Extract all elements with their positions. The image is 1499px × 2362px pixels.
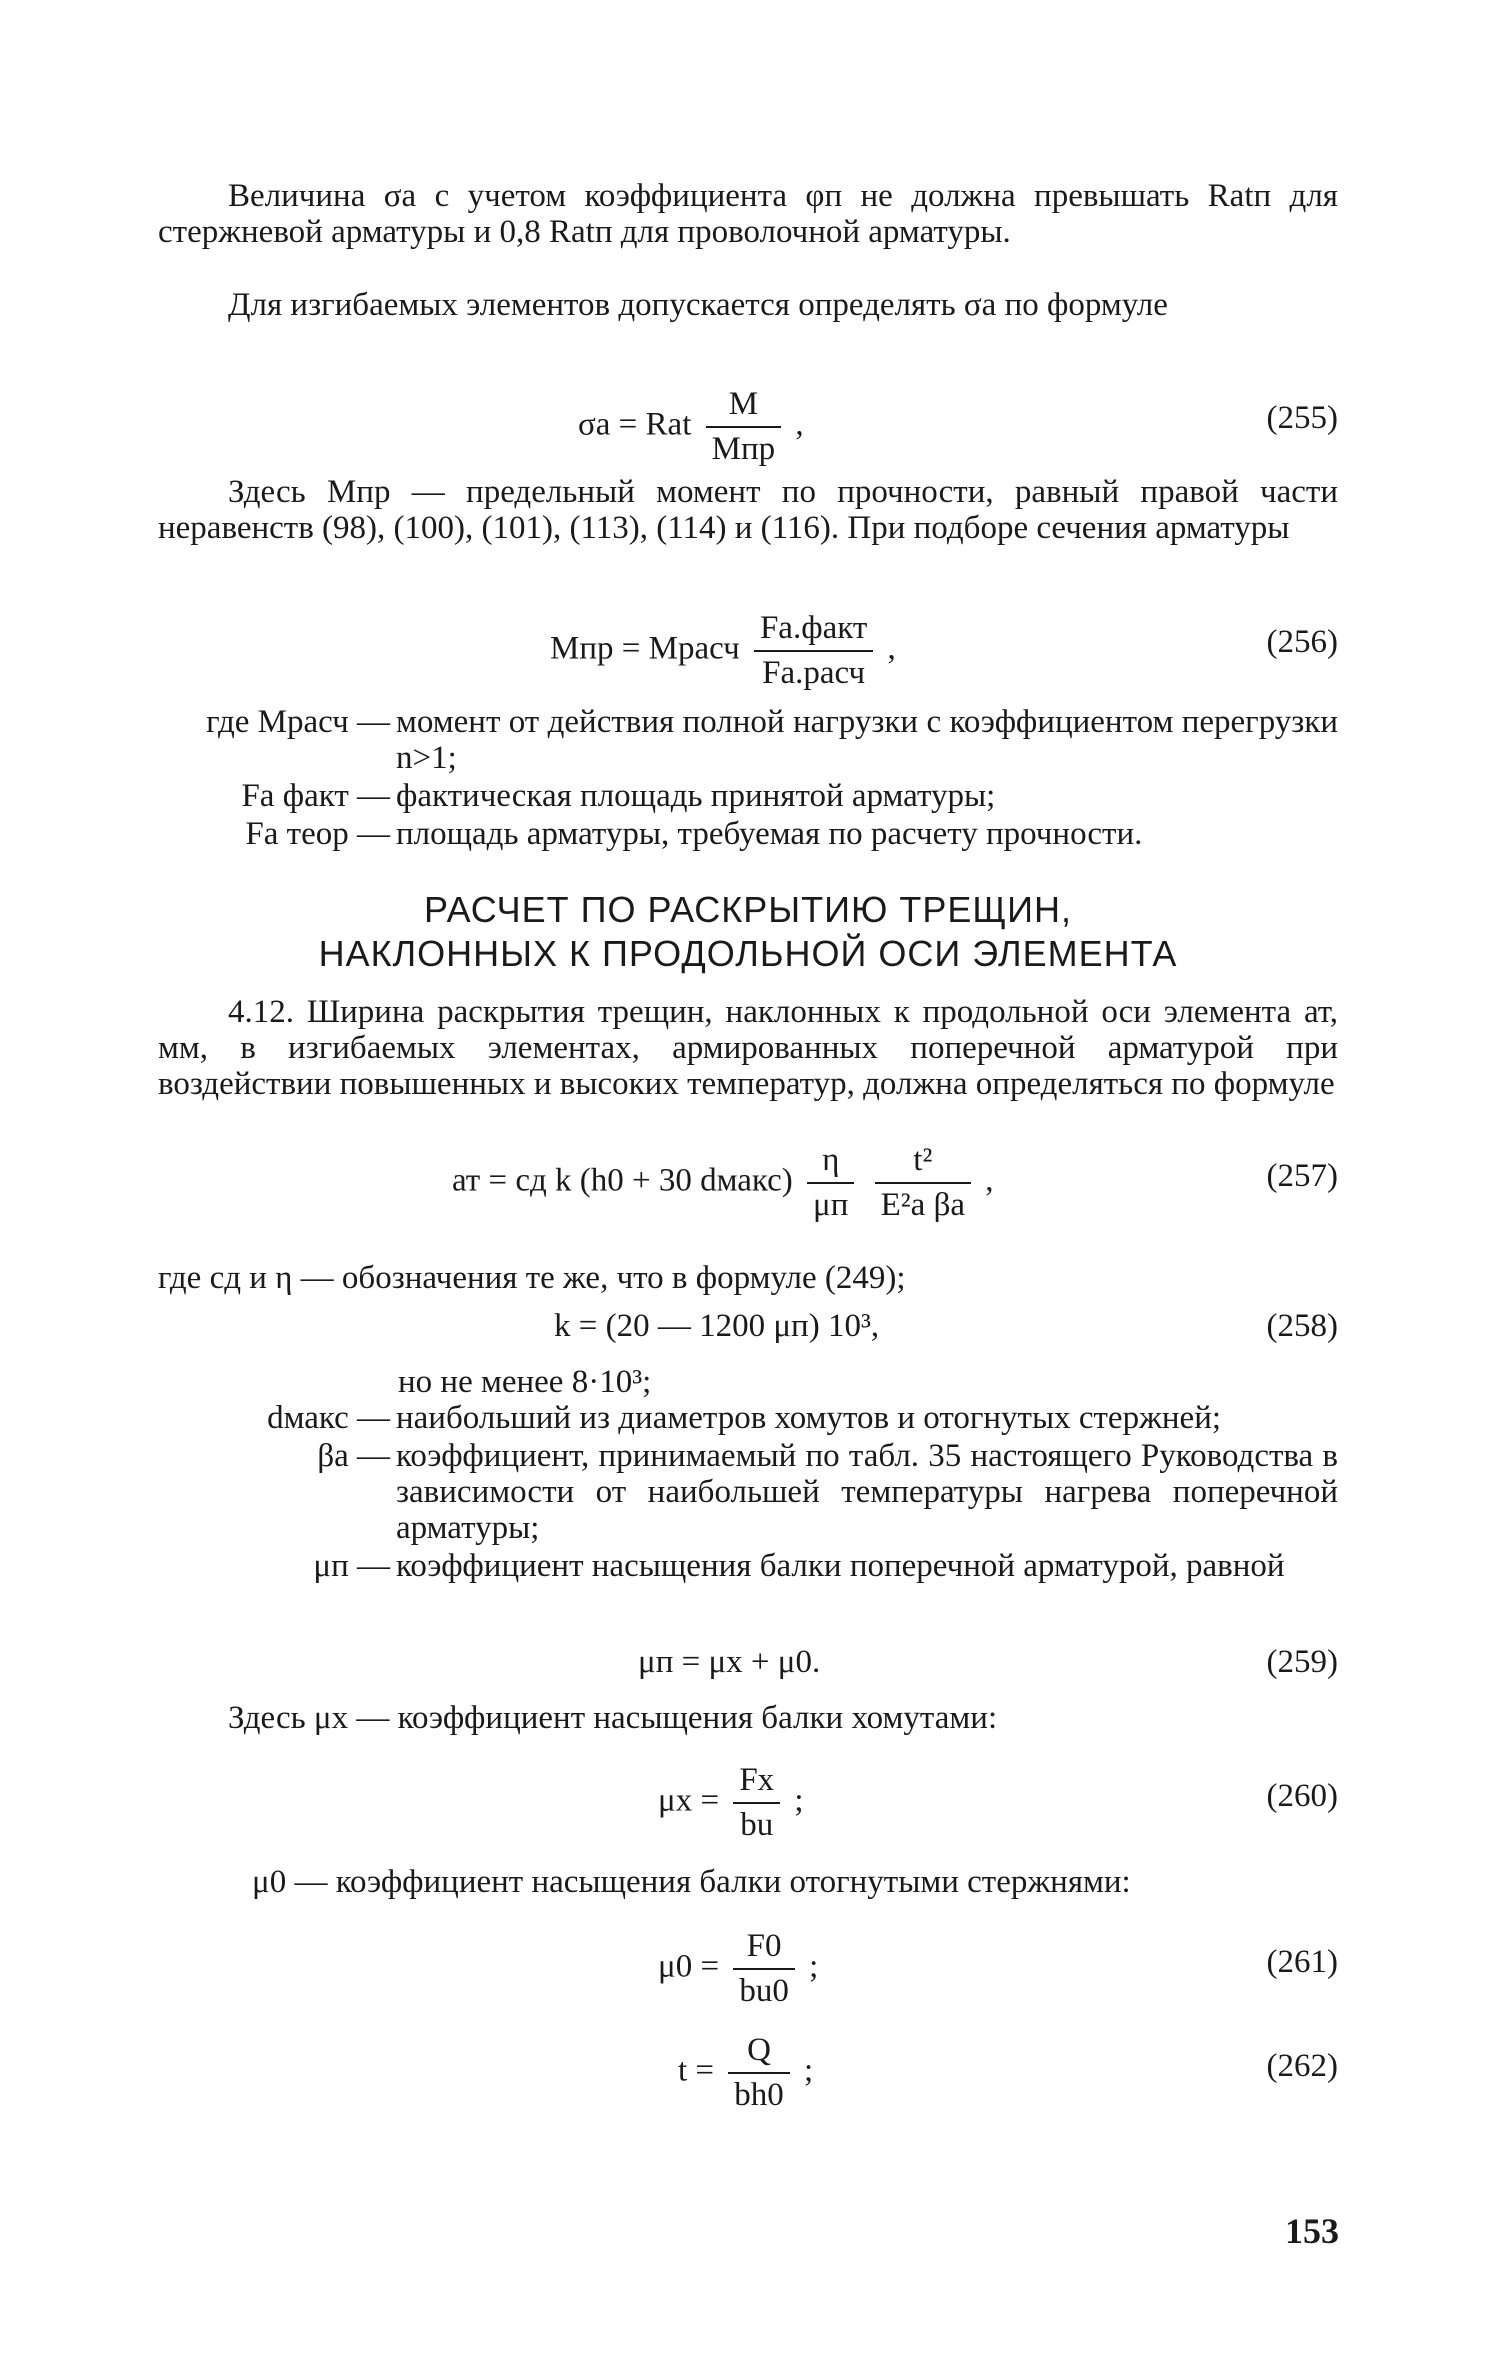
definitions-2: [158, 1400, 1338, 1586]
paragraph-2: Для изгибаемых элементов допускается определять σа по формуле: [228, 287, 1168, 323]
section-heading-line-2: НАКЛОННЫХ К ПРОДОЛЬНОЙ ОСИ ЭЛЕМЕНТА: [318, 933, 1178, 974]
paragraph-4: 4.12. Ширина раскрытия трещин, наклонных к продольной оси элемента ат, мм, в изгибаемых элементах, армированных поперечной арматурой при воздействии повышенных и высоких температур, должна определяться по формуле: [158, 994, 1338, 1102]
definition-item: Fа теор — площадь арматуры, требуемая по расчету прочности.: [245, 816, 1143, 852]
formula-256-number: (256): [1266, 624, 1338, 660]
formula-259-number: (259): [1266, 1644, 1338, 1680]
formula-256-den: Fа.расч: [762, 655, 866, 691]
paragraph-3: Здесь Мпр — предельный момент по прочности, равный правой части неравенств (98), (100), (101), (113), (114) и (116). При подборе сечения арматуры: [158, 474, 1338, 546]
formula-256-num: Fа.факт: [754, 610, 873, 652]
formula-255-lhs: σа = Rаt: [578, 406, 692, 443]
definitions-2-intro: где cд и η — обозначения те же, что в формуле (249);: [158, 1260, 906, 1296]
paragraph-5: Здесь μх — коэффициент насыщения балки хомутами:: [228, 1700, 998, 1736]
formula-257-number: (257): [1266, 1158, 1338, 1194]
mu0-definition: μ0 — коэффициент насыщения балки отогнутыми стержнями:: [252, 1864, 1131, 1900]
formula-262-number: (262): [1266, 2048, 1338, 2084]
definition-item: Fа факт — фактическая площадь принятой арматуры;: [241, 778, 996, 814]
book-page: Величина σа с учетом коэффициента φп не должна превышать Rаtп для стержневой арматуры и 0,8 Rаtп для проволочной арматуры. Для изгибаемых элементов допускается определять σа по формуле σа = Rаt $\frac{M}{\text{Mпр}}$ , (255) Здесь Мпр — предельный момент по прочности, равный правой части неравенств (98), (100), (101), (113), (114) и (116). При подборе сечения арматуры Mпр = Mрасч $\frac{\text{Fа.факт}}{\text{Fа.расч}}$ , (256) где Mрасч — момент от действия полной нагрузки с коэффициентом перегрузки n>1; Fа факт — фактическая площадь принятой арматуры; Fа теор — площадь арматуры, требуемая по расчету прочности. РАСЧЕТ ПО РАСКРЫТИЮ ТРЕЩИН, НАКЛОННЫХ К ПРОДОЛЬНОЙ ОСИ ЭЛЕМЕНТА 4.12. Ширина раскрытия трещин, наклонных к продольной оси элемента ат, мм, в изгибаемых элементах, армированных поперечной арматурой при воздействии повышенных и высоких температур, должна определяться по формуле ат = cд k (h0 + 30 dмакс) $\frac{\eta}{\mu п}$ $\frac{\text{t²}}{\text{E²а βа}}$ , (257) где cд и η — обозначения те же, что в формуле (249); k = (20 — 1200 μп) 10³, (258) но не менее 8·10³; dмакс — наибольший из диаметров хомутов и отогнутых стержней; βа — коэффициент, принимаемый по табл. 35 настоящего Руководства в зависимости от наибольшей температуры нагрева поперечной арматуры; μп — коэффициент насыщения балки поперечной арматурой, равной μп = μх + μ0. (259) Здесь μх — коэффициент насыщения балки хомутами: μх = $\frac{Fх}{bu}$ ; (260) μ0 — коэффициент насыщения балки отогнутыми стержнями: μ0 = $\frac{F0}{bu0}$ ; (261) t = $\frac{Q}{bh0}$ ; (262) 153: [158, 178, 1339, 2251]
definitions-1: [158, 704, 1338, 854]
paragraph-1: Величина σа с учетом коэффициента φп не должна превышать Rаtп для стержневой арматуры и 0,8 Rаtп для проволочной арматуры.: [158, 178, 1338, 250]
formula-257-lhs: ат = cд k (h0 + 30 dмакс): [452, 1162, 793, 1199]
formula-260-number: (260): [1266, 1778, 1338, 1814]
constraint-note: но не менее 8·10³;: [398, 1364, 652, 1400]
formula-258-number: (258): [1266, 1308, 1338, 1344]
formula-255-number: (255): [1266, 400, 1338, 436]
definition-item: μп — коэффициент насыщения балки поперечной арматурой, равной: [313, 1548, 1285, 1584]
formula-261-number: (261): [1266, 1944, 1338, 1980]
formula-256-lhs: Mпр = Mрасч: [550, 630, 740, 667]
formula-255-den: Mпр: [711, 431, 776, 467]
definition-item: dмакс — наибольший из диаметров хомутов и отогнутых стержней;: [267, 1400, 1222, 1436]
definition-item: где Mрасч — момент от действия полной нагрузки с коэффициентом перегрузки n>1;: [206, 704, 1338, 776]
formula-255-num: M: [706, 386, 782, 428]
definition-item: βа — коэффициент, принимаемый по табл. 35 настоящего Руководства в зависимости от наибольшей температуры нагрева поперечной арматуры;: [317, 1438, 1338, 1546]
section-heading: [158, 888, 1338, 976]
section-heading-line-1: РАСЧЕТ ПО РАСКРЫТИЮ ТРЕЩИН,: [423, 889, 1073, 930]
page-number: 153: [1285, 2211, 1339, 2251]
